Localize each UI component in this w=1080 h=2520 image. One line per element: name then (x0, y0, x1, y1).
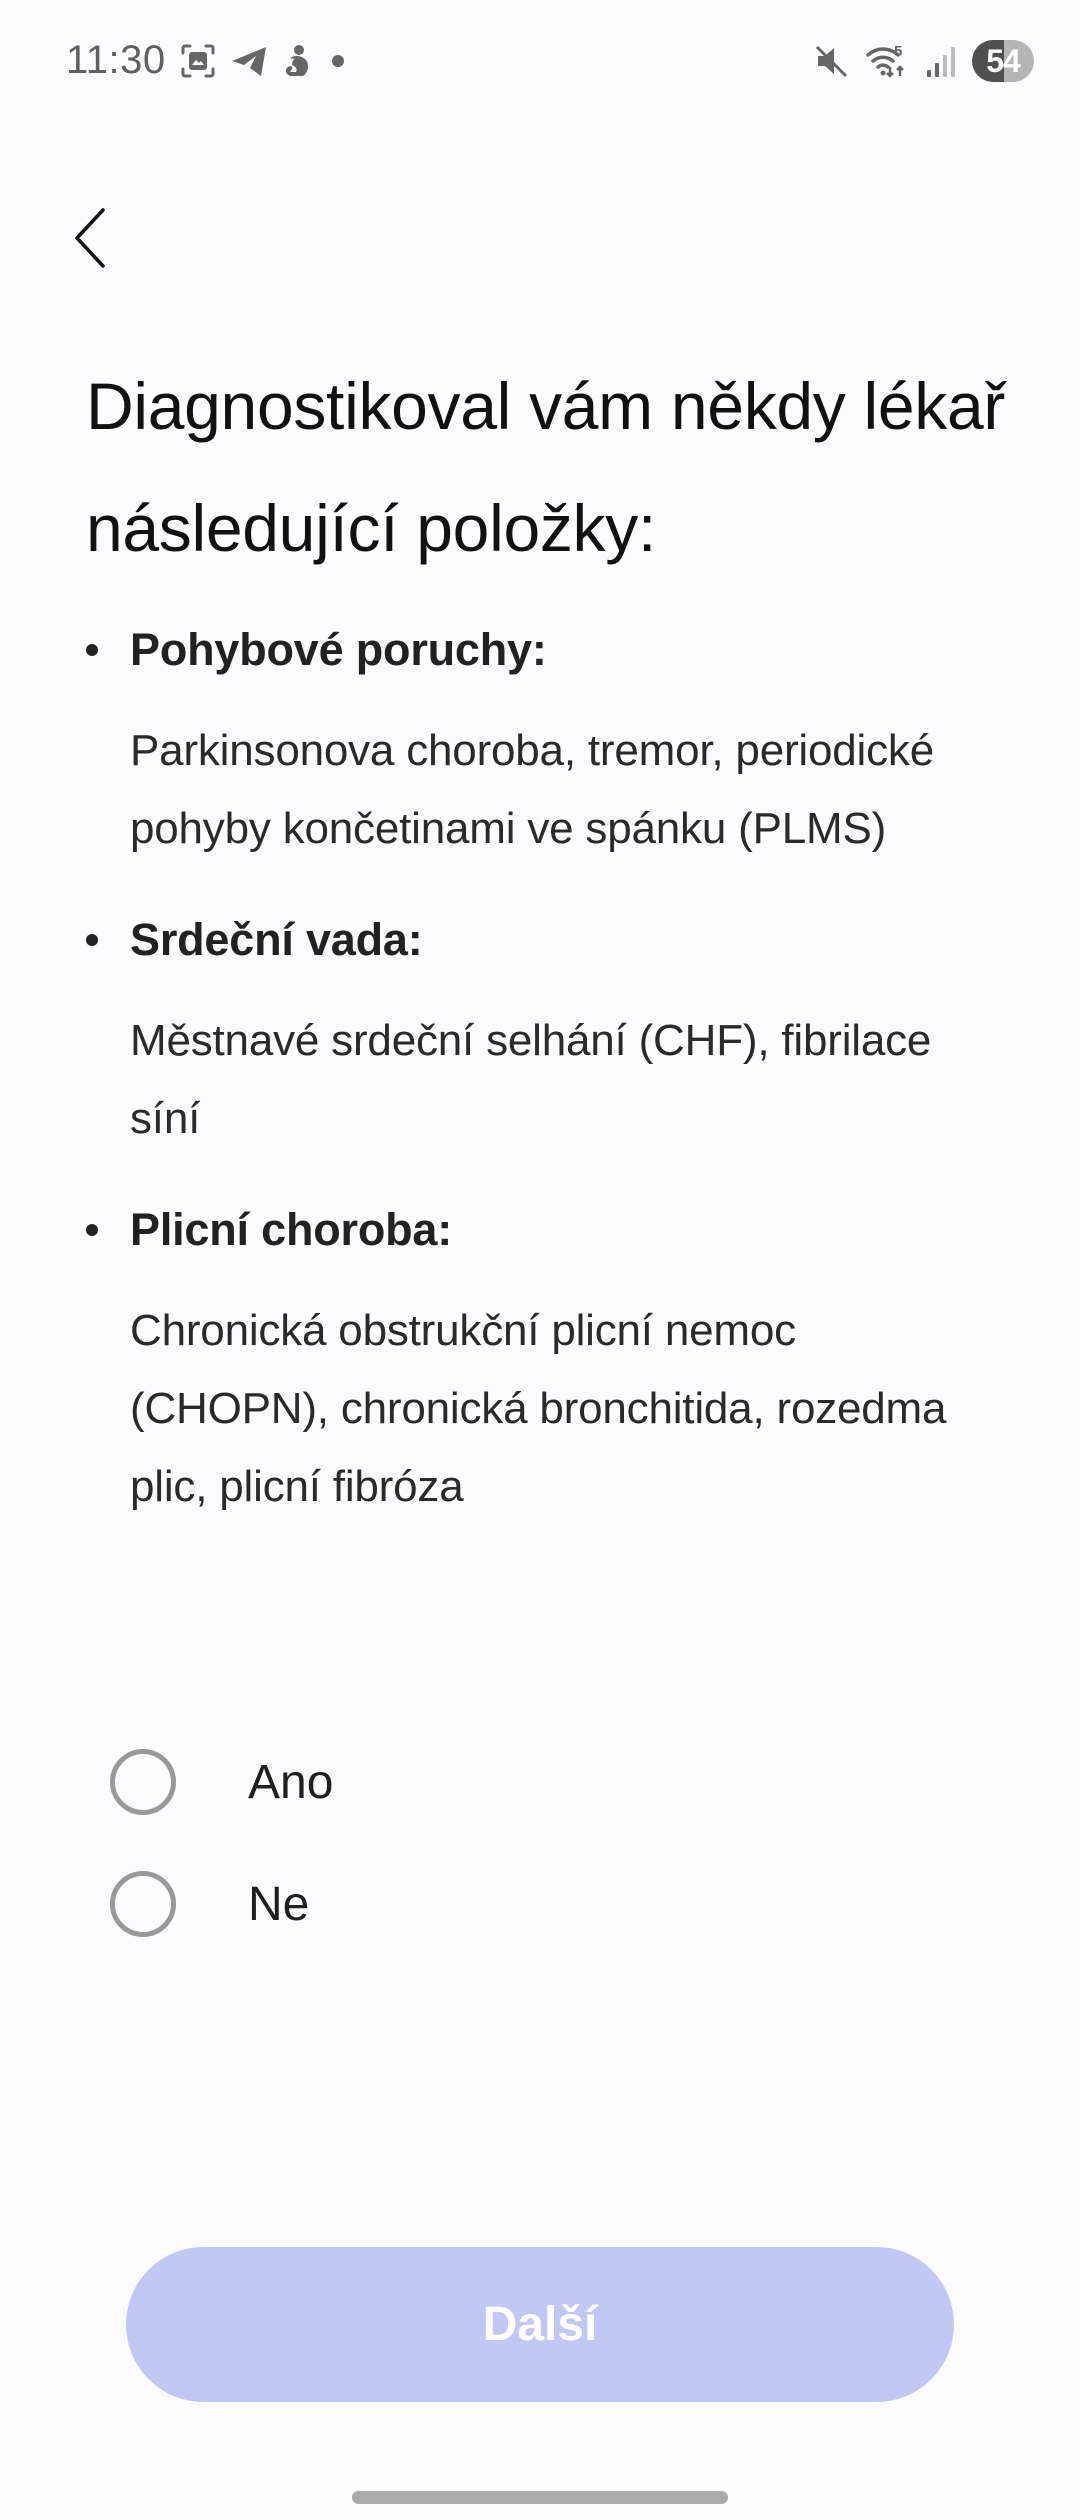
battery-indicator: 54 (972, 40, 1034, 82)
answer-radio-group (110, 1748, 333, 1938)
app-notification-icon (282, 44, 312, 78)
radio-option-ne[interactable] (110, 1870, 333, 1938)
telegram-icon (230, 44, 268, 78)
condition-description: Městnavé srdeční selhání (CHF), fibrilace síní (130, 1016, 932, 1143)
back-button[interactable] (70, 200, 140, 280)
condition-description: Chronická obstrukční plicní nemoc (CHOPN), chronická bronchitida, rozedma plic, plicní fibróza (130, 1306, 947, 1511)
condition-description: Parkinsonova choroba, tremor, periodické pohyby končetinami ve spánku (PLMS) (130, 726, 934, 853)
mute-icon (814, 43, 850, 79)
radio-button-icon[interactable] (110, 1871, 176, 1937)
conditions-list (86, 620, 1006, 1526)
next-button[interactable]: Další (126, 2247, 954, 2402)
status-time: 11:30 (66, 38, 166, 82)
question-title: Diagnostikoval vám někdy lékař následující položky: (86, 369, 1006, 565)
screenshot-icon (180, 43, 216, 79)
condition-item (86, 910, 1006, 1158)
bullet-icon (86, 1224, 98, 1236)
status-left (66, 38, 350, 83)
radio-label[interactable]: Ne (248, 1877, 310, 1931)
signal-icon (926, 44, 956, 78)
radio-label[interactable]: Ano (248, 1755, 334, 1809)
radio-option-ano[interactable] (110, 1748, 333, 1816)
home-indicator[interactable] (352, 2491, 728, 2504)
chevron-left-icon (70, 207, 110, 274)
condition-item (86, 620, 1006, 868)
condition-item (86, 1200, 1006, 1526)
svg-text:5: 5 (894, 43, 903, 60)
more-dot-icon (326, 49, 350, 73)
status-bar (0, 0, 1080, 130)
status-right (814, 40, 1034, 82)
condition-heading: Srdeční vada: (130, 914, 423, 965)
bullet-icon (86, 644, 98, 656)
bullet-icon (86, 934, 98, 946)
wifi-icon (866, 43, 910, 79)
condition-heading: Pohybové poruchy: (130, 624, 547, 675)
radio-button-icon[interactable] (110, 1749, 176, 1815)
condition-heading: Plicní choroba: (130, 1204, 453, 1255)
